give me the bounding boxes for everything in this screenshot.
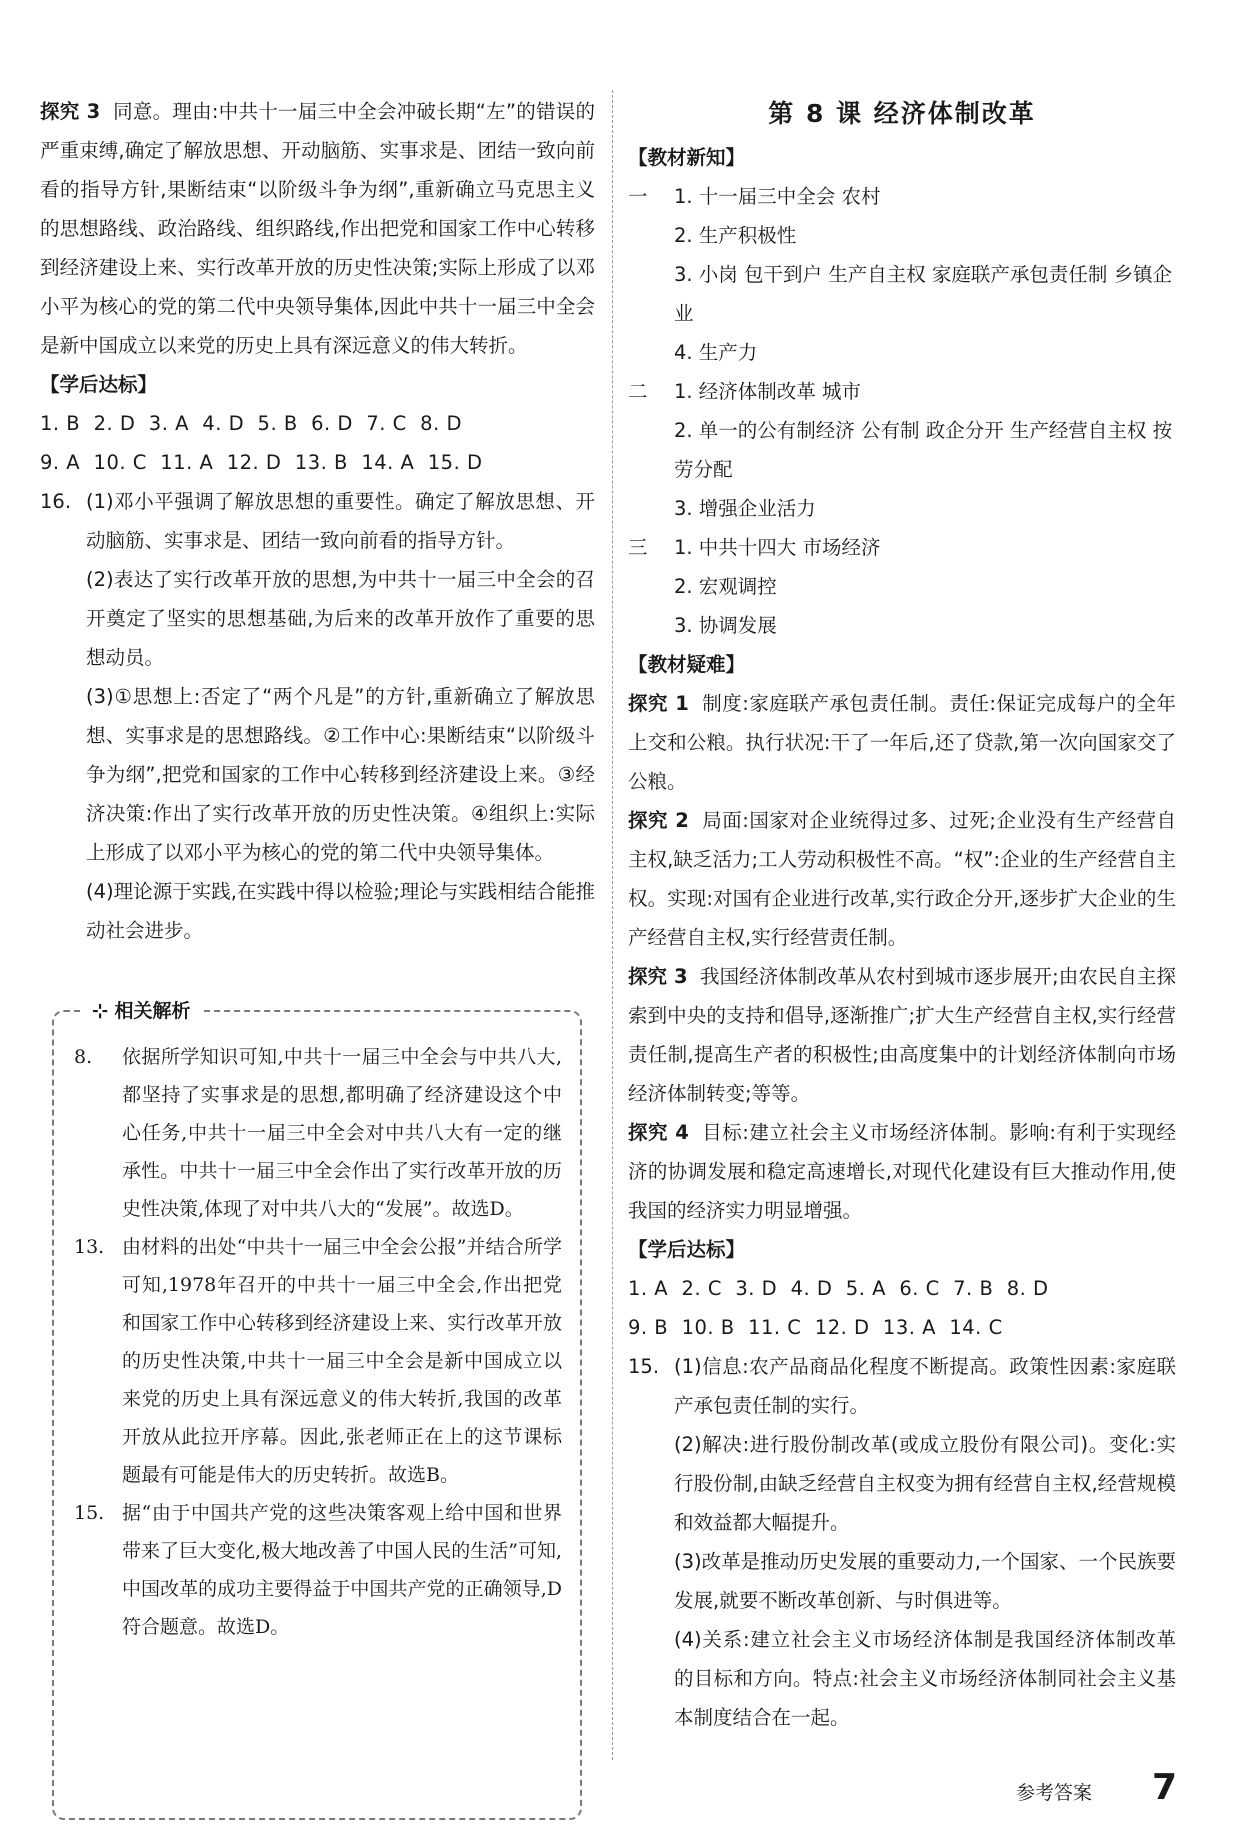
knowledge-group <box>628 528 1176 645</box>
answer-paragraph: (1)邓小平强调了解放思想的重要性。确定了解放思想、开动脑筋、实事求是、团结一致向前看的指导方针。 <box>86 490 595 552</box>
section-heading: 【教材疑难】 <box>628 653 746 676</box>
explore-label: 探究 2 <box>628 809 689 832</box>
question-number: 16. <box>40 490 72 513</box>
knowledge-group <box>628 372 1176 528</box>
section-heading: 【学后达标】 <box>628 1238 746 1261</box>
item-text: 据“由于中国共产党的这些决策客观上给中国和世界带来了巨大变化,极大地改善了中国人民的生活”可知,中国改革的成功主要得益于中国共产党的正确领导,D符合题意。故选D。 <box>122 1502 562 1638</box>
explore-label: 探究 3 <box>628 965 688 988</box>
explore-label: 探究 3 <box>40 100 101 123</box>
analysis-label-text: 相关解析 <box>114 1000 191 1022</box>
knowledge-item: 3. 小岗 包干到户 生产自主权 家庭联产承包责任制 乡镇企业 <box>674 263 1173 325</box>
explore-item <box>628 957 1176 1113</box>
analysis-box <box>52 1000 582 1820</box>
item-number: 15. <box>74 1502 105 1524</box>
explore-item <box>628 801 1176 957</box>
left-column <box>40 92 595 950</box>
question-15 <box>628 1347 1176 1737</box>
answer-paragraph: (3)改革是推动历史发展的重要动力,一个国家、一个民族要发展,就要不断改革创新、与时俱进等。 <box>674 1550 1176 1612</box>
analysis-label: ⊹ 相关解析 <box>82 998 201 1024</box>
explore-label: 探究 1 <box>628 692 689 715</box>
analysis-item <box>72 1038 562 1228</box>
answer-paragraph: (3)①思想上:否定了“两个凡是”的方针,重新确立了解放思想、实事求是的思想路线。②工作中心:果断结束“以阶级斗争为纲”,把党和国家的工作中心转移到经济建设上来。③经济决策:作出了实行改革开放的历史性决策。④组织上:实际上形成了以邓小平为核心的党的第二代中央领导集体。 <box>86 685 595 864</box>
explore-text: 我国经济体制改革从农村到城市逐步展开;由农民自主探索到中央的支持和倡导,逐渐推广;扩大生产经营自主权,实行经营责任制,提高生产者的积极性;由高度集中的计划经济体制向市场经济体制转变;等等。 <box>628 965 1176 1105</box>
explore-label: 探究 4 <box>628 1121 689 1144</box>
explore-text: 目标:建立社会主义市场经济体制。影响:有利于实现经济的协调发展和稳定高速增长,对现代化建设有巨大推动作用,使我国的经济实力明显增强。 <box>628 1121 1176 1222</box>
answer-paragraph: (4)关系:建立社会主义市场经济体制是我国经济体制改革的目标和方向。特点:社会主义市场经济体制同社会主义基本制度结合在一起。 <box>674 1628 1176 1729</box>
explore-text: 局面:国家对企业统得过多、过死;企业没有生产经营自主权,缺乏活力;工人劳动积极性不高。“权”:企业的生产经营自主权。实现:对国有企业进行改革,实行政企分开,逐步扩大企业的生产经营自主权,实行经营责任制。 <box>628 809 1176 949</box>
group-number: 一 <box>628 185 648 208</box>
explore-text: 同意。理由:中共十一届三中全会冲破长期“左”的错误的严重束缚,确定了解放思想、开动脑筋、实事求是、团结一致向前看的指导方针,果断结束“以阶级斗争为纲”,重新确立马克思主义的思想路线、政治路线、组织路线,作出把党和国家工作中心转移到经济建设上来、实行改革开放的历史性决策;实际上形成了以邓小平为核心的党的第二代中央领导集体,因此中共十一届三中全会是新中国成立以来党的历史上具有深远意义的伟大转折。 <box>40 100 595 357</box>
section-heading: 【教材新知】 <box>628 146 746 169</box>
item-text: 由材料的出处“中共十一届三中全会公报”并结合所学可知,1978年召开的中共十一届三中全会,作出把党和国家工作中心转移到经济建设上来、实行改革开放的历史性决策,中共十一届三中全会是新中国成立以来党的历史上具有深远意义的伟大转折,我国的改革开放从此拉开序幕。因此,张老师正在上的这节课标题最有可能是伟大的历史转折。故选B。 <box>122 1236 562 1486</box>
group-number: 三 <box>628 536 648 559</box>
analysis-item <box>72 1494 562 1646</box>
section-heading: 【学后达标】 <box>40 373 158 396</box>
explore-item <box>628 684 1176 801</box>
item-text: 依据所学知识可知,中共十一届三中全会与中共八大,都坚持了实事求是的思想,都明确了经济建设这个中心任务,中共十一届三中全会对中共八大有一定的继承性。中共十一届三中全会作出了实行改革开放的历史性决策,体现了对中共八大的“发展”。故选D。 <box>122 1046 562 1220</box>
lesson-title: 第 8 课 经济体制改革 <box>768 99 1036 128</box>
group-number: 二 <box>628 380 648 403</box>
analysis-item <box>72 1228 562 1494</box>
answers-line: 1. A 2. C 3. D 4. D 5. A 6. C 7. B 8. D <box>628 1277 1049 1300</box>
answer-paragraph: (1)信息:农产品商品化程度不断提高。政策性因素:家庭联产承包责任制的实行。 <box>674 1355 1176 1417</box>
knowledge-item: 2. 宏观调控 <box>674 575 777 598</box>
explore-text: 制度:家庭联产承包责任制。责任:保证完成每户的全年上交和公粮。执行状况:干了一年后,还了贷款,第一次向国家交了公粮。 <box>628 692 1176 793</box>
answer-paragraph: (4)理论源于实践,在实践中得以检验;理论与实践相结合能推动社会进步。 <box>86 880 595 942</box>
knowledge-item: 2. 单一的公有制经济 公有制 政企分开 生产经营自主权 按劳分配 <box>674 419 1173 481</box>
knowledge-item: 3. 协调发展 <box>674 614 777 637</box>
explore-3-answer <box>40 92 595 365</box>
item-number: 13. <box>74 1236 105 1258</box>
knowledge-item: 3. 增强企业活力 <box>674 497 816 520</box>
knowledge-item: 1. 十一届三中全会 农村 <box>674 185 881 208</box>
knowledge-item: 1. 经济体制改革 城市 <box>674 380 862 403</box>
explore-item <box>628 1113 1176 1230</box>
answer-paragraph: (2)表达了实行改革开放的思想,为中共十一届三中全会的召开奠定了坚实的思想基础,为后来的改革开放作了重要的思想动员。 <box>86 568 595 669</box>
question-number: 15. <box>628 1355 660 1378</box>
page-number: 7 <box>1152 1767 1178 1808</box>
knowledge-item: 4. 生产力 <box>674 341 758 364</box>
answer-paragraph: (2)解决:进行股份制改革(或成立股份有限公司)。变化:实行股份制,由缺乏经营自主权变为拥有经营自主权,经营规模和效益都大幅提升。 <box>674 1433 1176 1534</box>
answers-line: 9. B 10. B 11. C 12. D 13. A 14. C <box>628 1316 1003 1339</box>
right-column <box>628 92 1176 1737</box>
answers-line: 1. B 2. D 3. A 4. D 5. B 6. D 7. C 8. D <box>40 412 462 435</box>
knowledge-item: 1. 中共十四大 市场经济 <box>674 536 881 559</box>
knowledge-group <box>628 177 1176 372</box>
footer-label: 参考答案 <box>1016 1782 1093 1804</box>
item-number: 8. <box>74 1046 93 1068</box>
knowledge-item: 2. 生产积极性 <box>674 224 797 247</box>
column-divider <box>612 90 613 1760</box>
answers-line: 9. A 10. C 11. A 12. D 13. B 14. A 15. D <box>40 451 483 474</box>
question-16 <box>40 482 595 950</box>
